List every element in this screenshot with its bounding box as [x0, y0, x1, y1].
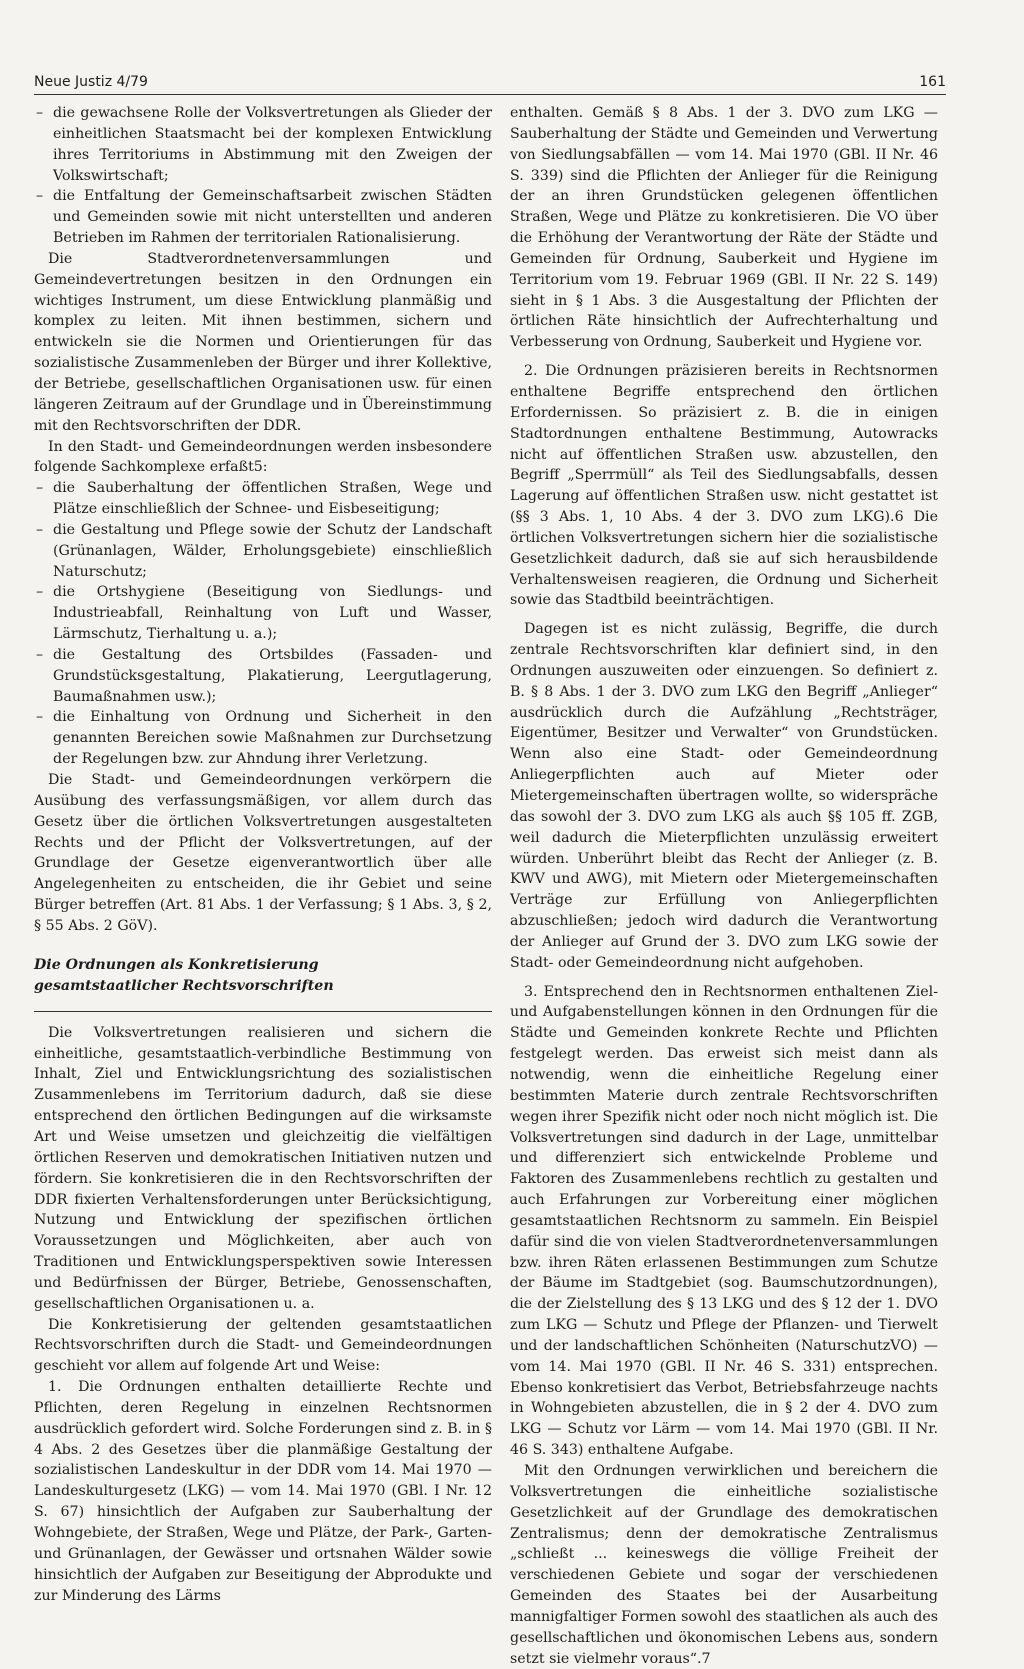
paragraph: Die Stadtverordnetenversammlungen und Gemeindevertretungen besitzen in den Ordnungen ein wichtiges Instrument, um diese Entwicklung planmäßig und komplex zu leiten. Mit ihnen bestimmen, sichern und entwickeln sie die Normen und Orientierungen für das sozialistische Zusammenleben der Bürger und ihrer Kollektive, der Betriebe, gesellschaftlichen Organisationen usw. für einen längeren Zeitraum auf der Grundlage und in Übereinstimmung mit den Rechtsvorschriften der DDR.	[34, 250, 492, 434]
list-item: – die Sauberhaltung der öffentlichen Straßen, Wege und Plätze einschließlich der Schnee- und Eisbeseitigung;	[34, 478, 492, 520]
paragraph: 2. Die Ordnungen präzisieren bereits in Rechtsnormen enthaltene Begriffe entsprechend den örtlichen Erfordernissen. So präzisiert z. B. die in einigen Stadtordnungen enthaltene Bestimmung, Autowracks nicht auf öffentlichen Straßen usw. abzustellen, den Begriff „Sperrmüll“ als Teil des Siedlungsabfalls, dessen Lagerung auf öffentlichen Straßen usw. nicht gestattet ist (§§ 3 Abs. 1, 10 Abs. 4 der 3. DVO zum LKG).6 Die örtlichen Volksvertretungen sichern hier die sozialistische Gesetzlichkeit dadurch, daß sie auf sich herausbildende Verhaltensweisen reagieren, die Ordnung und Sicherheit sowie das Stadtbild beeinträchtigen.	[510, 363, 938, 609]
paragraph: In den Stadt- und Gemeindeordnungen werden insbesondere folgende Sachkomplexe erfaßt5:	[34, 438, 492, 476]
list-item: – die Gestaltung und Pflege sowie der Schutz der Landschaft (Grünanlagen, Wälder, Erholungsgebiete) einschließlich Naturschutz;	[34, 520, 492, 583]
list-item: – die Gestaltung des Ortsbildes (Fassaden- und Grundstücksgestaltung, Plakatierung, Leergutlagerung, Baumaßnahmen usw.);	[34, 645, 492, 708]
paragraph: Die Volksvertretungen realisieren und sichern die einheitliche, gesamtstaatlich-verbindliche Bestimmung von Inhalt, Ziel und Entwicklungsrichtung des sozialistischen Zusammenlebens im Territorium dadurch, daß sie diese entsprechend den örtlichen Bedingungen auf die wirksamste Art und Weise umsetzen und gleichzeitig die vielfältigen örtlichen Reserven und demokratischen Initiativen nutzen und fördern. Sie konkretisieren die in den Rechtsvorschriften der DDR fixierten Verhaltensforderungen unter Berücksichtigung, Nutzung und Entwicklung der spezifischen örtlichen Voraussetzungen und Möglichkeiten, aber auch von Traditionen und Entwicklungsperspektiven sowie Interessen und Bedürfnissen der Bürger, Betriebe, Genossenschaften, gesellschaftlichen Organisationen u. a.	[34, 1024, 492, 1312]
paragraph: Mit den Ordnungen verwirklichen und bereichern die Volksvertretungen die einheitliche sozialistische Gesetzlichkeit auf der Grundlage des demokratischen Zentralismus; denn der demokratische Zentralismus „schließt ... keineswegs die völlige Freiheit der verschiedenen Gebiete und sogar der verschiedenen Gemeinden des Staates bei der Ausarbeitung mannigfaltiger Formen sowohl des staatlichen als auch des gesellschaftlichen und ökonomischen Lebens aus, sondern setzt sie vielmehr voraus“.7	[510, 1463, 938, 1667]
list-item: – die gewachsene Rolle der Volksvertretungen als Glieder der einheitlichen Staatsmacht bei der komplexen Entwicklung ihres Territoriums in Abstimmung mit den Zweigen der Volkswirtschaft;	[34, 103, 492, 186]
list-item: – die Ortshygiene (Beseitigung von Siedlungs- und Industrieabfall, Reinhaltung von Luft und Wasser, Lärmschutz, Tierhaltung u. a.);	[34, 582, 492, 645]
list-item: – die Entfaltung der Gemeinschaftsarbeit zwischen Städten und Gemeinden sowie mit nicht unterstellten und anderen Betrieben im Rahmen der territorialen Rationalisierung.	[34, 186, 492, 249]
paragraph: enthalten. Gemäß § 8 Abs. 1 der 3. DVO zum LKG — Sauberhaltung der Städte und Gemeinden und Verwertung von Siedlungsabfällen — vom 14. Mai 1970 (GBl. II Nr. 46 S. 339) sind die Pflichten der Anlieger für die Reinigung der an ihren Grundstücken gelegenen öffentlichen Straßen, Wege und Plätze zu konkretisieren. Die VO über die Erhöhung der Verantwortung der Räte der Städte und Gemeinden für Ordnung, Sauberkeit und Hygiene im Territorium vom 19. Februar 1969 (GBl. II Nr. 22 S. 149) sieht in § 1 Abs. 3 die Ausgestaltung der Pflichten der örtlichen Räte hinsichtlich der Aufrechterhaltung und Verbesserung von Ordnung, Sauberkeit und Hygiene vor.	[510, 105, 938, 351]
section-heading-line: Die Ordnungen als Konkretisierung	[34, 956, 319, 973]
list-development-aspects	[34, 103, 492, 249]
list-item: – die Einhaltung von Ordnung und Sicherheit in den genannten Bereichen sowie Maßnahmen zur Durchsetzung der Regelungen bzw. zur Ahndung ihrer Verletzung.	[34, 707, 492, 770]
journal-title: Neue Justiz 4/79	[34, 74, 148, 90]
paragraph: 3. Entsprechend den in Rechtsnormen enthaltenen Ziel- und Aufgabenstellungen können in den Ordnungen für die Städte und Gemeinden konkrete Rechte und Pflichten festgelegt werden. Das erweist sich meist dann als notwendig, wenn die einheitliche Regelung einer bestimmten Materie durch zentrale Rechtsvorschriften wegen ihrer Spezifik nicht oder noch nicht möglich ist. Die Volksvertretungen sind dadurch in der Lage, unmittelbar und differenziert sich entwickelnde Probleme und Faktoren des Zusammenlebens rechtlich zu gestalten und auch Erfahrungen zur Vorbereitung einer möglichen gesamtstaatlichen Rechtsnorm zu sammeln. Ein Beispiel dafür sind die von vielen Stadtverordnetenversammlungen bzw. ihren Räten erlassenen Bestimmungen zum Schutze der Bäume im Stadtgebiet (sog. Baumschutzordnungen), die der Zielstellung des § 13 LKG und des § 12 der 1. DVO zum LKG — Schutz und Pflege der Pflanzen- und Tierwelt und der landschaftlichen Schönheiten (NaturschutzVO) — vom 14. Mai 1970 (GBl. II Nr. 46 S. 331) entsprechen. Ebenso konkretisiert das Verbot, Betriebsfahrzeuge nachts in Wohngebieten abzustellen, die in § 2 der 4. DVO zum LKG — Schutz vor Lärm — vom 14. Mai 1970 (GBl. II Nr. 46 S. 343) enthaltene Aufgabe.	[510, 983, 938, 1459]
paragraph: 1. Die Ordnungen enthalten detaillierte Rechte und Pflichten, deren Regelung in einzelnen Rechtsnormen ausdrücklich gefordert wird. Solche Forderungen sind z. B. in § 4 Abs. 2 des Gesetzes über die planmäßige Gestaltung der sozialistischen Landeskultur in der DDR vom 14. Mai 1970 — Landeskulturgesetz (LKG) — vom 14. Mai 1970 (GBl. I Nr. 12 S. 67) hinsichtlich der Aufgaben zur Sauberhaltung der Wohngebiete, der Straßen, Wege und Plätze, der Park-, Garten- und Grünanlagen, der Gewässer und ortsnahen Wälder sowie hinsichtlich der Aufgaben zur Beseitigung der Abprodukte und zur Minderung des Lärms	[34, 1379, 492, 1604]
page-number: 161	[919, 74, 946, 90]
list-subject-complexes	[34, 478, 492, 770]
header-rule	[34, 94, 946, 95]
section-heading	[34, 955, 492, 1012]
left-column	[34, 103, 492, 1606]
paragraph: Dagegen ist es nicht zulässig, Begriffe, die durch zentrale Rechtsvorschriften klar definiert sind, in den Ordnungen auszuweiten oder einzuengen. So definiert z. B. § 8 Abs. 1 der 3. DVO zum LKG den Begriff „Anlieger“ ausdrücklich durch die Aufzählung „Rechtsträger, Eigentümer, Besitzer und Verwalter“ von Grundstücken. Wenn also eine Stadt- oder Gemeindeordnung Anliegerpflichten auch auf Mieter oder Mietergemeinschaften übertragen wollte, so widerspräche das sowohl der 3. DVO zum LKG als auch §§ 105 ff. ZGB, weil dadurch die Mieterpflichten unzulässig erweitert würden. Unberührt bleibt das Recht der Anlieger (z. B. KWV und AWG), mit Mietern oder Mietergemeinschaften Verträge zur Erfüllung von Anliegerpflichten abzuschließen; jedoch wird dadurch die Verantwortung der Anlieger auf Grund der 3. DVO zum LKG sowie der Stadt- oder Gemeindeordnung nicht aufgehoben.	[510, 621, 938, 971]
paragraph: Die Konkretisierung der geltenden gesamtstaatlichen Rechtsvorschriften durch die Stadt- und Gemeindeordnungen geschieht vor allem auf folgende Art und Weise:	[34, 1316, 492, 1375]
section-heading-line: gesamtstaatlicher Rechtsvorschriften	[34, 977, 334, 994]
paragraph: Die Stadt- und Gemeindeordnungen verkörpern die Ausübung des verfassungsmäßigen, vor allem durch das Gesetz über die örtlichen Volksvertretungen ausgestalteten Rechts und der Pflicht der Volksvertretungen, auf der Grundlage der Gesetze eigenverantwortlich über alle Angelegenheiten zu entscheiden, die ihr Gebiet und seine Bürger betreffen (Art. 81 Abs. 1 der Verfassung; § 1 Abs. 3, § 2, § 55 Abs. 2 GöV).	[34, 772, 492, 934]
page-header	[34, 74, 946, 96]
right-column	[510, 103, 938, 1669]
